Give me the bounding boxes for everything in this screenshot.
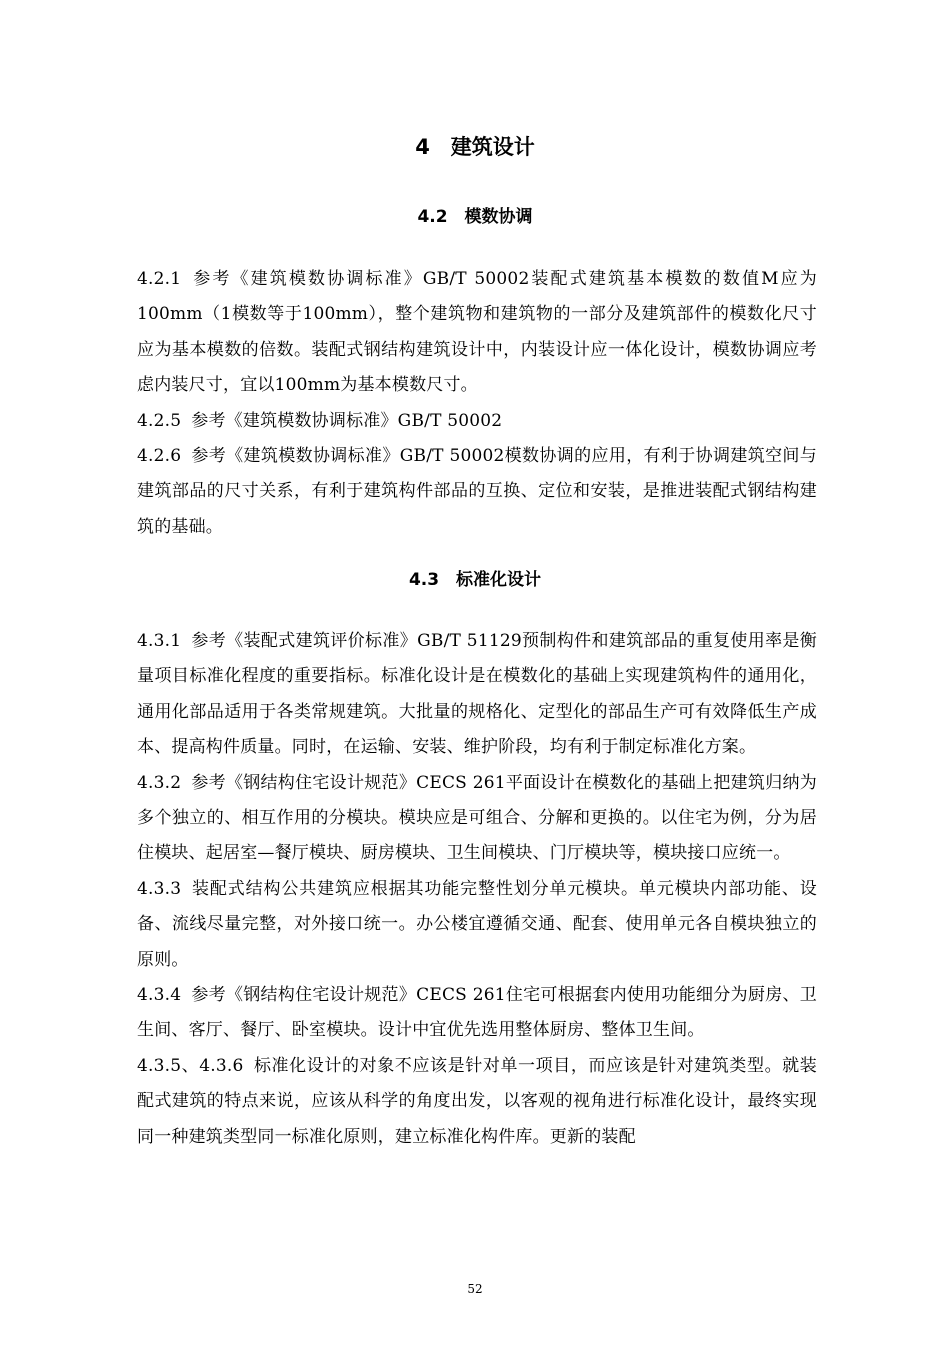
clause-paragraph bbox=[137, 766, 817, 872]
clause-text: 装配式结构公共建筑应根据其功能完整性划分单元模块。单元模块内部功能、设备、流线尽量完整，对外接口统一。办公楼宜遵循交通、配套、使用单元各自模块独立的原则。 bbox=[137, 878, 817, 970]
clause-paragraph bbox=[137, 404, 817, 439]
clause-number: 4.2.5 bbox=[137, 410, 182, 431]
clause-text: 参考《建筑模数协调标准》GB/T 50002模数协调的应用，有利于协调建筑空间与建筑部品的尺寸关系，有利于建筑构件部品的互换、定位和安装，是推进装配式钢结构建筑的基础。 bbox=[137, 446, 817, 537]
clause-paragraph bbox=[137, 872, 817, 978]
clause-number: 4.3.1 bbox=[137, 631, 182, 651]
clause-text: 参考《钢结构住宅设计规范》CECS 261住宅可根据套内使用功能细分为厨房、卫生间、客厅、餐厅、卧室模块。设计中宜优先选用整体厨房、整体卫生间。 bbox=[137, 985, 817, 1041]
section-title-4-2: 4.2 模数协调 bbox=[417, 207, 533, 227]
clause-paragraph bbox=[137, 978, 817, 1049]
clause-number: 4.2.6 bbox=[137, 446, 182, 467]
clause-text: 参考《钢结构住宅设计规范》CECS 261平面设计在模数化的基础上把建筑归纳为多个独立的、相互作用的分模块。模块应是可组合、分解和更换的。以住宅为例，分为居住模块、起居室—餐厅模块、厨房模块、卫生间模块、门厅模块等，模块接口应统一。 bbox=[137, 772, 817, 864]
clause-number: 4.3.3 bbox=[137, 878, 182, 899]
page-number: 52 bbox=[467, 1282, 483, 1296]
clause-paragraph bbox=[137, 624, 817, 766]
section-body-4-3 bbox=[137, 624, 817, 1155]
section-title-4-3: 4.3 标准化设计 bbox=[408, 570, 542, 590]
clause-paragraph bbox=[137, 262, 817, 404]
clause-text: 参考《建筑模数协调标准》GB/T 50002 bbox=[191, 410, 503, 431]
clause-text: 参考《装配式建筑评价标准》GB/T 51129预制构件和建筑部品的重复使用率是衡量项目标准化程度的重要指标。标准化设计是在模数化的基础上实现建筑构件的通用化，通用化部品适用于各类常规建筑。大批量的规格化、定型化的部品生产可有效降低生产成本、提高构件质量。同时，在运输、安装、维护阶段，均有利于制定标准化方案。 bbox=[137, 631, 817, 758]
clause-text: 参考《建筑模数协调标准》GB/T 50002装配式建筑基本模数的数值M应为100mm（1模数等于100mm），整个建筑物和建筑物的一部分及建筑部件的模数化尺寸应为基本模数的倍数。装配式钢结构建筑设计中，内装设计应一体化设计，模数协调应考虑内装尺寸，宜以100mm为基本模数尺寸。 bbox=[137, 269, 817, 396]
section-body-4-2 bbox=[137, 262, 817, 545]
clause-text: 标准化设计的对象不应该是针对单一项目，而应该是针对建筑类型。就装配式建筑的特点来说，应该从科学的角度出发，以客观的视角进行标准化设计，最终实现同一种建筑类型同一标准化原则，建立标准化构件库。更新的装配 bbox=[137, 1055, 817, 1147]
clause-number: 4.3.5、4.3.6 bbox=[137, 1055, 244, 1076]
clause-number: 4.2.1 bbox=[137, 269, 182, 289]
clause-paragraph bbox=[137, 439, 817, 545]
clause-paragraph bbox=[137, 1049, 817, 1155]
clause-number: 4.3.2 bbox=[137, 772, 182, 793]
chapter-title: 4 建筑设计 bbox=[415, 135, 535, 159]
clause-number: 4.3.4 bbox=[137, 985, 182, 1006]
